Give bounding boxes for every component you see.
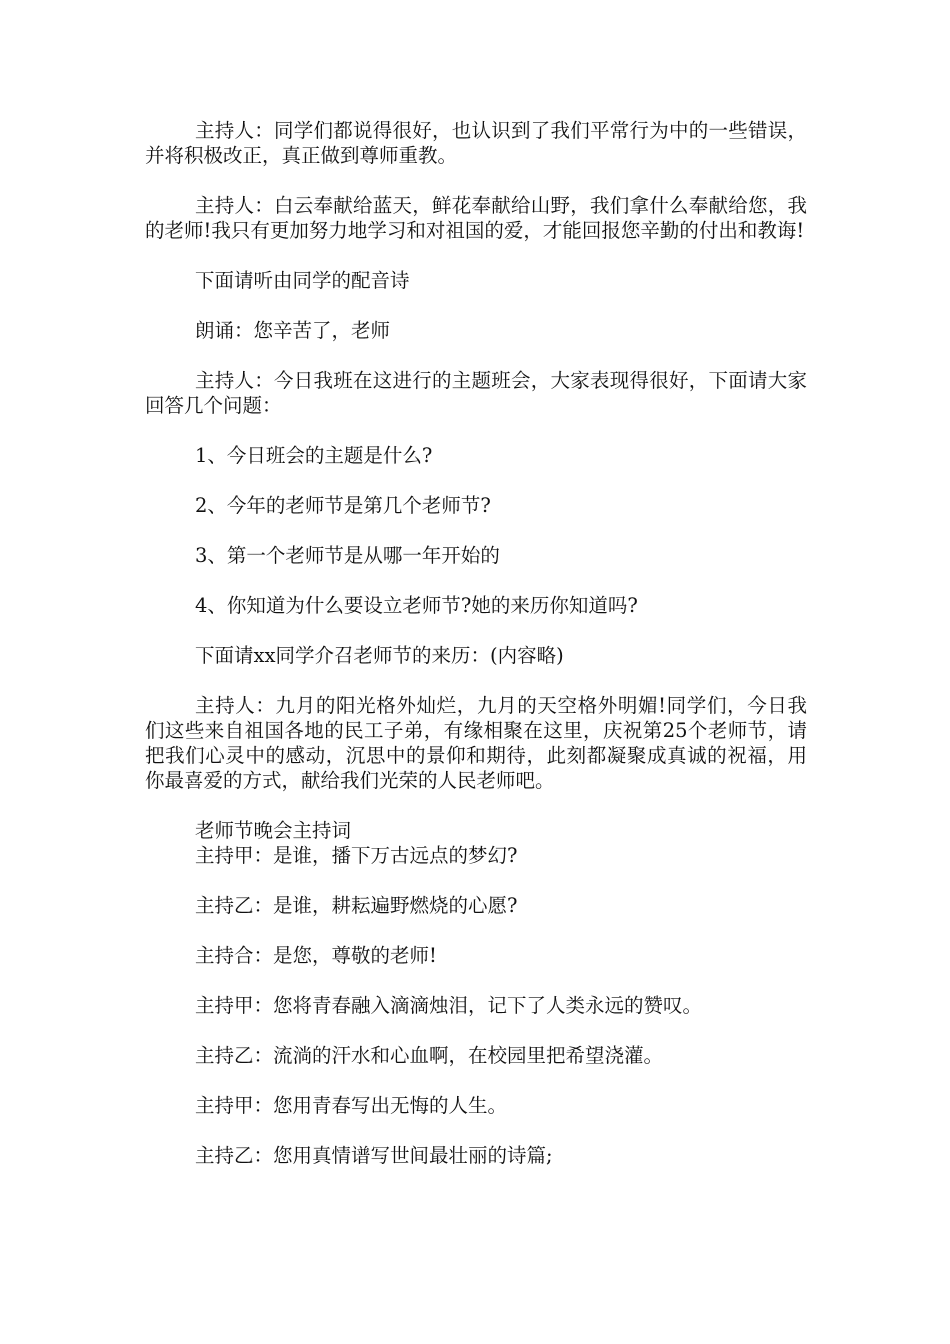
question-1: 1、今日班会的主题是什么? (195, 444, 433, 467)
paragraph-host-dedication: 主持人：白云奉献给蓝天，鲜花奉献给山野，我们拿什么奉献给您，我的老师!我只有更加努力地学习和对祖国的爱，才能回报您辛勤的付出和教诲! (145, 194, 807, 242)
line-host-a-3: 主持甲：您用青春写出无悔的人生。 (195, 1094, 508, 1117)
section-heading: 老师节晚会主持词 (195, 819, 352, 842)
paragraph-recitation: 朗诵：您辛苦了，老师 (195, 319, 391, 342)
paragraph-host-intro: 主持人：同学们都说得很好，也认识到了我们平常行为中的一些错误，并将积极改正，真正做到尊师重教。 (145, 119, 807, 167)
line-host-b-2: 主持乙：流淌的汗水和心血啊，在校园里把希望浇灌。 (195, 1044, 664, 1067)
line-host-b-3: 主持乙：您用真情谱写世间最壮丽的诗篇; (195, 1144, 553, 1167)
paragraph-host-questions: 主持人：今日我班在这进行的主题班会，大家表现得很好，下面请大家回答几个问题： (145, 369, 807, 417)
line-host-together: 主持合：是您，尊敬的老师! (195, 944, 437, 967)
line-host-a-1: 主持甲：是谁，播下万古远点的梦幻? (195, 844, 518, 867)
paragraph-host-september: 主持人：九月的阳光格外灿烂，九月的天空格外明媚!同学们，今日我们这些来自祖国各地的民工子弟，有缘相聚在这里，庆祝第25个老师节，请把我们心灵中的感动，沉思中的景仰和期待，此刻都凝聚成真诚的祝福，用你最喜爱的方式，献给我们光荣的人民老师吧。 (145, 694, 807, 792)
question-4: 4、你知道为什么要设立老师节?她的来历你知道吗? (195, 594, 638, 617)
line-host-b-1: 主持乙：是谁，耕耘遍野燃烧的心愿? (195, 894, 518, 917)
question-3: 3、第一个老师节是从哪一年开始的 (195, 544, 500, 567)
line-host-a-2: 主持甲：您将青春融入滴滴烛泪，记下了人类永远的赞叹。 (195, 994, 703, 1017)
question-2: 2、今年的老师节是第几个老师节? (195, 494, 491, 517)
paragraph-history-intro: 下面请xx同学介召老师节的来历：(内容略) (195, 644, 564, 667)
document-page (145, 118, 807, 1193)
paragraph-poem-intro: 下面请听由同学的配音诗 (195, 269, 410, 292)
